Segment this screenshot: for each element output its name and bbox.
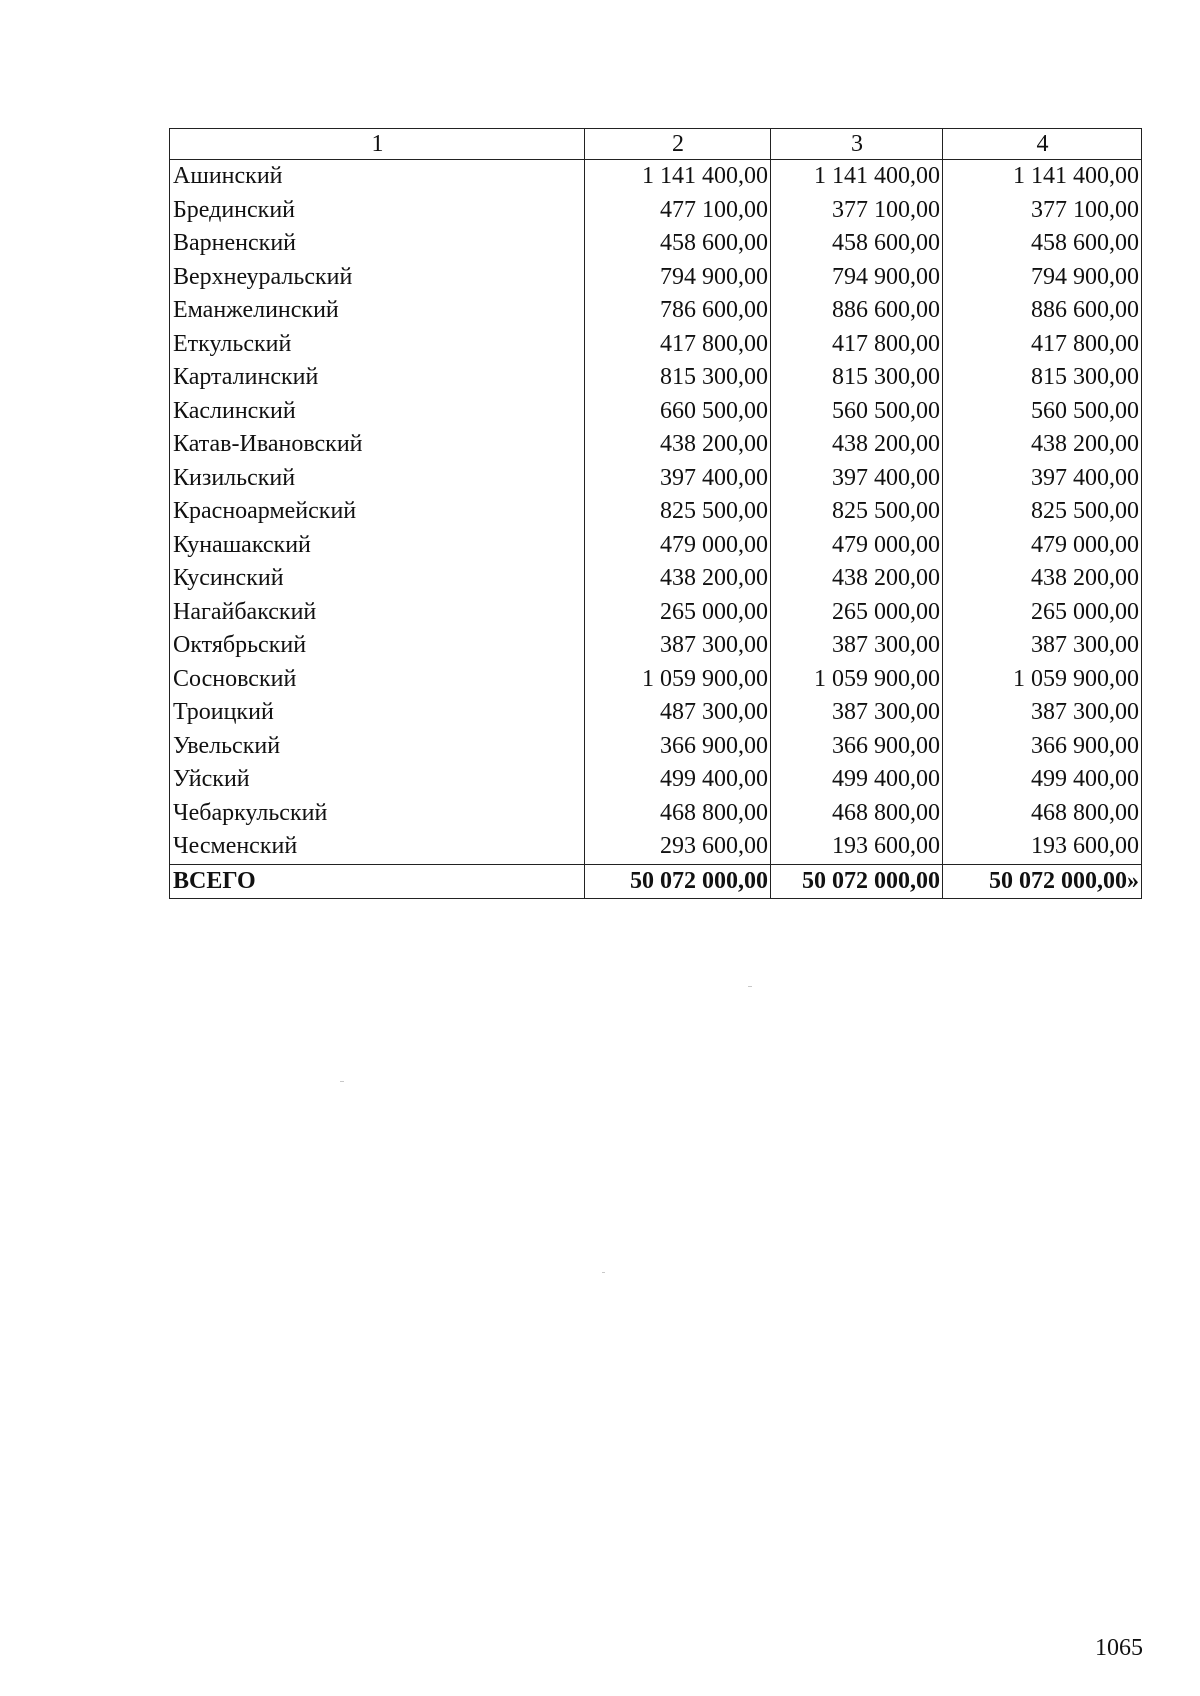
table-row bbox=[170, 294, 1142, 328]
value-cell-col3: 50 072 000,00 bbox=[771, 864, 943, 899]
value-cell-col2: 417 800,00 bbox=[585, 328, 771, 362]
value-cell-col3: 377 100,00 bbox=[771, 194, 943, 228]
value-cell-col3: 387 300,00 bbox=[771, 696, 943, 730]
value-cell-col4: 417 800,00 bbox=[943, 328, 1142, 362]
table-row bbox=[170, 395, 1142, 429]
district-name-cell: Чесменский bbox=[170, 830, 585, 864]
value-cell-col3: 387 300,00 bbox=[771, 629, 943, 663]
column-header-4: 4 bbox=[943, 129, 1142, 160]
value-cell-col3: 366 900,00 bbox=[771, 730, 943, 764]
table-row bbox=[170, 328, 1142, 362]
value-cell-col4: 886 600,00 bbox=[943, 294, 1142, 328]
value-cell-col2: 825 500,00 bbox=[585, 495, 771, 529]
column-header-1: 1 bbox=[170, 129, 585, 160]
value-cell-col4: 825 500,00 bbox=[943, 495, 1142, 529]
value-cell-col3: 458 600,00 bbox=[771, 227, 943, 261]
value-cell-col2: 786 600,00 bbox=[585, 294, 771, 328]
value-cell-col2: 487 300,00 bbox=[585, 696, 771, 730]
table-row bbox=[170, 160, 1142, 194]
value-cell-col4: 265 000,00 bbox=[943, 596, 1142, 630]
value-cell-col2: 438 200,00 bbox=[585, 562, 771, 596]
district-name-cell: ВСЕГО bbox=[170, 864, 585, 899]
value-cell-col4: 387 300,00 bbox=[943, 696, 1142, 730]
scan-speck bbox=[602, 1272, 605, 1273]
district-name-cell: Красноармейский bbox=[170, 495, 585, 529]
value-cell-col2: 387 300,00 bbox=[585, 629, 771, 663]
value-cell-col4: 468 800,00 bbox=[943, 797, 1142, 831]
value-cell-col4: 397 400,00 bbox=[943, 462, 1142, 496]
value-cell-col2: 468 800,00 bbox=[585, 797, 771, 831]
value-cell-col4: 794 900,00 bbox=[943, 261, 1142, 295]
district-name-cell: Кунашакский bbox=[170, 529, 585, 563]
value-cell-col3: 438 200,00 bbox=[771, 562, 943, 596]
value-cell-col4: 1 059 900,00 bbox=[943, 663, 1142, 697]
value-cell-col4: 50 072 000,00» bbox=[943, 864, 1142, 899]
district-name-cell: Брединский bbox=[170, 194, 585, 228]
district-name-cell: Варненский bbox=[170, 227, 585, 261]
value-cell-col2: 265 000,00 bbox=[585, 596, 771, 630]
value-cell-col2: 438 200,00 bbox=[585, 428, 771, 462]
table-row bbox=[170, 730, 1142, 764]
page-number: 1065 bbox=[1095, 1635, 1143, 1661]
table-row bbox=[170, 562, 1142, 596]
district-name-cell: Кизильский bbox=[170, 462, 585, 496]
district-name-cell: Чебаркульский bbox=[170, 797, 585, 831]
table-row bbox=[170, 495, 1142, 529]
value-cell-col3: 499 400,00 bbox=[771, 763, 943, 797]
value-cell-col3: 886 600,00 bbox=[771, 294, 943, 328]
total-row bbox=[170, 864, 1142, 899]
value-cell-col4: 438 200,00 bbox=[943, 562, 1142, 596]
value-cell-col4: 1 141 400,00 bbox=[943, 160, 1142, 194]
value-cell-col4: 479 000,00 bbox=[943, 529, 1142, 563]
value-cell-col2: 660 500,00 bbox=[585, 395, 771, 429]
value-cell-col4: 366 900,00 bbox=[943, 730, 1142, 764]
value-cell-col4: 560 500,00 bbox=[943, 395, 1142, 429]
value-cell-col3: 825 500,00 bbox=[771, 495, 943, 529]
value-cell-col2: 397 400,00 bbox=[585, 462, 771, 496]
scan-speck bbox=[748, 986, 752, 987]
table-row bbox=[170, 763, 1142, 797]
value-cell-col3: 265 000,00 bbox=[771, 596, 943, 630]
district-name-cell: Ашинский bbox=[170, 160, 585, 194]
value-cell-col2: 794 900,00 bbox=[585, 261, 771, 295]
value-cell-col4: 458 600,00 bbox=[943, 227, 1142, 261]
table-row bbox=[170, 797, 1142, 831]
district-name-cell: Троицкий bbox=[170, 696, 585, 730]
district-name-cell: Катав-Ивановский bbox=[170, 428, 585, 462]
table-body bbox=[170, 160, 1142, 899]
value-cell-col4: 193 600,00 bbox=[943, 830, 1142, 864]
table-row bbox=[170, 696, 1142, 730]
table-row bbox=[170, 529, 1142, 563]
budget-table bbox=[169, 128, 1142, 899]
value-cell-col3: 560 500,00 bbox=[771, 395, 943, 429]
value-cell-col2: 815 300,00 bbox=[585, 361, 771, 395]
district-name-cell: Увельский bbox=[170, 730, 585, 764]
value-cell-col3: 468 800,00 bbox=[771, 797, 943, 831]
value-cell-col3: 397 400,00 bbox=[771, 462, 943, 496]
district-name-cell: Октябрьский bbox=[170, 629, 585, 663]
value-cell-col2: 479 000,00 bbox=[585, 529, 771, 563]
value-cell-col2: 366 900,00 bbox=[585, 730, 771, 764]
district-name-cell: Сосновский bbox=[170, 663, 585, 697]
table-row bbox=[170, 462, 1142, 496]
district-name-cell: Еманжелинский bbox=[170, 294, 585, 328]
value-cell-col3: 193 600,00 bbox=[771, 830, 943, 864]
district-name-cell: Верхнеуральский bbox=[170, 261, 585, 295]
value-cell-col3: 417 800,00 bbox=[771, 328, 943, 362]
table-row bbox=[170, 227, 1142, 261]
value-cell-col2: 477 100,00 bbox=[585, 194, 771, 228]
header-row bbox=[170, 129, 1142, 160]
value-cell-col4: 815 300,00 bbox=[943, 361, 1142, 395]
table-row bbox=[170, 361, 1142, 395]
table-row bbox=[170, 830, 1142, 864]
value-cell-col3: 794 900,00 bbox=[771, 261, 943, 295]
value-cell-col4: 499 400,00 bbox=[943, 763, 1142, 797]
value-cell-col2: 1 141 400,00 bbox=[585, 160, 771, 194]
value-cell-col2: 1 059 900,00 bbox=[585, 663, 771, 697]
district-name-cell: Каслинский bbox=[170, 395, 585, 429]
value-cell-col3: 438 200,00 bbox=[771, 428, 943, 462]
value-cell-col2: 50 072 000,00 bbox=[585, 864, 771, 899]
district-name-cell: Кусинский bbox=[170, 562, 585, 596]
table-row bbox=[170, 428, 1142, 462]
table-row bbox=[170, 629, 1142, 663]
table-row bbox=[170, 596, 1142, 630]
value-cell-col4: 438 200,00 bbox=[943, 428, 1142, 462]
table-header bbox=[170, 129, 1142, 160]
scan-speck bbox=[340, 1081, 344, 1082]
value-cell-col4: 387 300,00 bbox=[943, 629, 1142, 663]
value-cell-col3: 1 059 900,00 bbox=[771, 663, 943, 697]
value-cell-col2: 458 600,00 bbox=[585, 227, 771, 261]
table-row bbox=[170, 194, 1142, 228]
district-name-cell: Уйский bbox=[170, 763, 585, 797]
value-cell-col3: 1 141 400,00 bbox=[771, 160, 943, 194]
value-cell-col4: 377 100,00 bbox=[943, 194, 1142, 228]
district-name-cell: Еткульский bbox=[170, 328, 585, 362]
value-cell-col2: 499 400,00 bbox=[585, 763, 771, 797]
value-cell-col3: 479 000,00 bbox=[771, 529, 943, 563]
value-cell-col2: 293 600,00 bbox=[585, 830, 771, 864]
value-cell-col3: 815 300,00 bbox=[771, 361, 943, 395]
district-name-cell: Нагайбакский bbox=[170, 596, 585, 630]
table-row bbox=[170, 663, 1142, 697]
column-header-2: 2 bbox=[585, 129, 771, 160]
column-header-3: 3 bbox=[771, 129, 943, 160]
table-row bbox=[170, 261, 1142, 295]
district-name-cell: Карталинский bbox=[170, 361, 585, 395]
